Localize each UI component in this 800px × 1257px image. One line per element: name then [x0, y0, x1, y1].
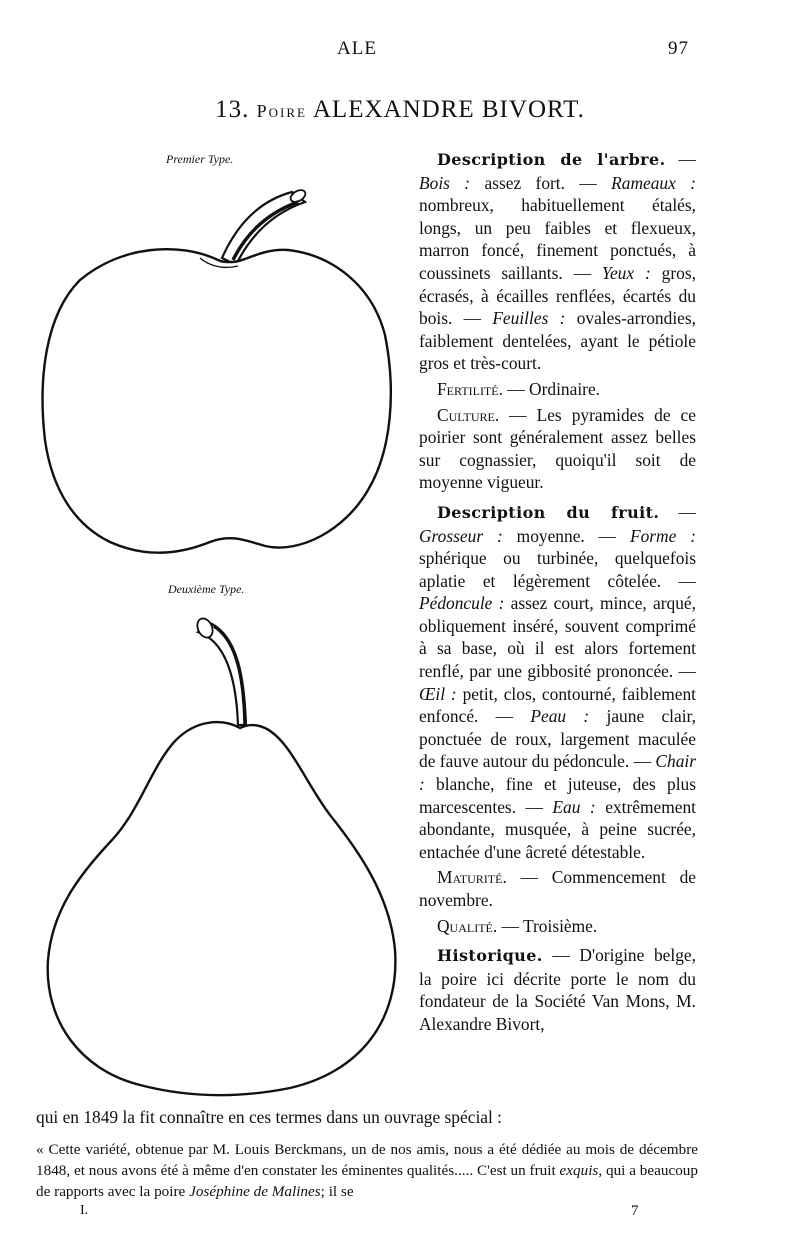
history-heading: Historique. [437, 946, 543, 966]
history-paragraph: Historique. — D'origine belge, la poire ici décrite porte le nom du fondateur de la Société Van Mons, M. Alexandre Bivort, [419, 945, 696, 1034]
caption-second-type: Deuxième Type. [168, 582, 245, 596]
tree-heading: Description de l'arbre. [437, 150, 666, 169]
title-number: 13. [215, 96, 250, 123]
fruit-heading: Description du fruit. [437, 502, 660, 522]
culture-paragraph: Culture. — Les pyramides de ce poirier sont généralement assez belles sur cognassier, quoiqu'il soit de moyenne vigueur. [419, 404, 696, 493]
caption-first-type: Premier Type. [166, 152, 234, 166]
title-name: ALEXANDRE BIVORT. [312, 96, 585, 123]
pear-illustration-second-type [0, 610, 410, 1100]
quotation: « Cette variété, obtenue par M. Louis Berckmans, un de nos amis, nous a été dédiée au mois de décembre 1848, et nous avons été à même d'en constater les éminentes qualités..... C'est un fruit exquis, qui a beaucoup de rapports avec la poire Joséphine de Malines; il se [36, 1141, 698, 1200]
description-column [419, 148, 696, 1036]
tree-description: Description de l'arbre. — Bois : assez fort. — Rameaux : nombreux, habituellement étalés, longs, un peu faibles et flexueux, marron foncé, finement ponctués, à coussinets saillants. — Yeux : gros, écrasés, à écailles renflées, écartés du bois. — Feuilles : ovales-arrondies, faiblement dentelées, ayant le pétiole gros et très-court. [419, 149, 696, 374]
signature-right: 7 [631, 1203, 639, 1219]
quality-paragraph: Qualité. — Troisième. [437, 915, 598, 936]
title-word: Poire [256, 101, 307, 121]
history-continuation: qui en 1849 la fit connaître en ces termes dans un ouvrage spécial : [36, 1107, 503, 1127]
page-number: 97 [668, 38, 689, 59]
signature-left: I. [80, 1203, 89, 1218]
fertility-paragraph: Fertilité. — Ordinaire. [437, 378, 601, 399]
fruit-description: Description du fruit. — Grosseur : moyenne. — Forme : sphérique ou turbinée, quelquefois aplatie et légèrement côtelée. — Pédoncule : assez court, mince, arqué, obliquement inséré, souvent comprimé à sa base, où il est alors fortement renflé, par une gibbosité prononcée. — Œil : petit, clos, contourné, faiblement enfoncé. — Peau : jaune clair, ponctuée de roux, largement maculée de fauve autour du pédoncule. — Chair : blanche, fine et juteuse, des plus marcescentes. — Eau : extrêmement abondante, musquée, à peine sucrée, entachée d'une âcreté détestable. [419, 501, 697, 862]
page-title [0, 96, 800, 124]
pear-illustration-first-type [0, 170, 410, 590]
running-title: ALE [337, 38, 377, 59]
maturity-paragraph: Maturité. — Commencement de novembre. [419, 867, 696, 910]
